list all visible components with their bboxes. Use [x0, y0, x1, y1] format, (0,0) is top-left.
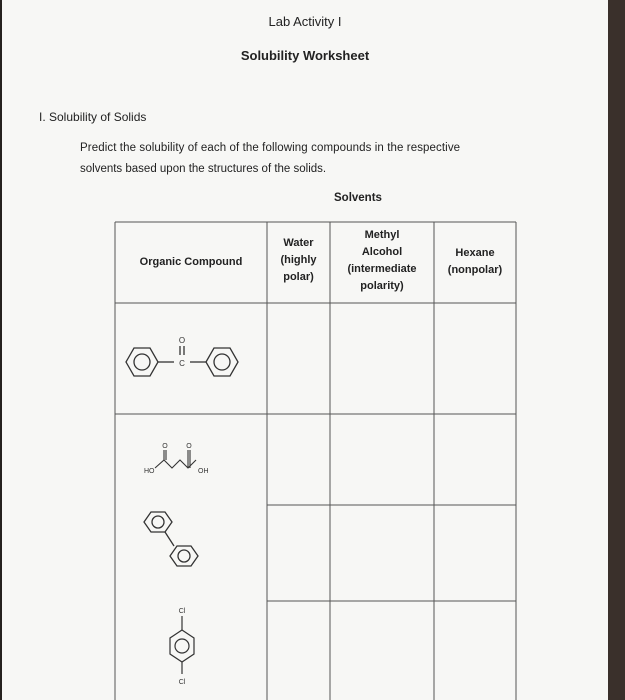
header-methanol-line-3: (intermediate [347, 263, 417, 275]
header-water-line-3: polar) [283, 271, 314, 283]
solubility-table-grid [2, 0, 608, 700]
header-hexane-line-1: Hexane [455, 247, 495, 259]
background-edge [608, 0, 625, 700]
header-organic-compound: Organic Compound [139, 256, 243, 268]
benzophenone-structure [122, 330, 252, 390]
header-methanol-line-2: Alcohol [361, 246, 403, 258]
dichlorobenzene-bottom-cl-label: Cl [178, 679, 186, 686]
header-methyl-alcohol [330, 227, 434, 295]
succinic-acid-oh-label: OH [198, 468, 209, 475]
succinic-acid-o2-label: O [186, 443, 192, 450]
page-title: Lab Activity I [268, 14, 342, 29]
benzophenone-oxygen-label: O [178, 336, 186, 345]
succinic-acid-structure [142, 440, 222, 480]
header-water-line-1: Water [283, 237, 314, 249]
biphenyl-structure [140, 508, 200, 583]
solvents-label: Solvents [334, 192, 382, 204]
header-methanol-line-1: Methyl [364, 229, 400, 241]
header-methanol-line-4: polarity) [360, 280, 404, 292]
succinic-acid-o1-label: O [162, 443, 168, 450]
section-heading: I. Solubility of Solids [39, 110, 147, 124]
header-hexane [434, 245, 516, 279]
dichlorobenzene-structure [162, 602, 202, 697]
header-hexane-line-2: (nonpolar) [447, 264, 503, 276]
header-water [267, 235, 330, 286]
dichlorobenzene-top-cl-label: Cl [178, 608, 186, 615]
header-water-line-2: (highly [280, 254, 317, 266]
worksheet-page [2, 0, 608, 700]
benzophenone-carbon-label: C [179, 359, 185, 368]
instructions-line-2: solvents based upon the structures of the solids. [80, 163, 327, 175]
page-subtitle: Solubility Worksheet [240, 48, 370, 63]
succinic-acid-ho-label: HO [144, 468, 155, 475]
instructions-line-1: Predict the solubility of each of the following compounds in the respective [80, 142, 461, 154]
